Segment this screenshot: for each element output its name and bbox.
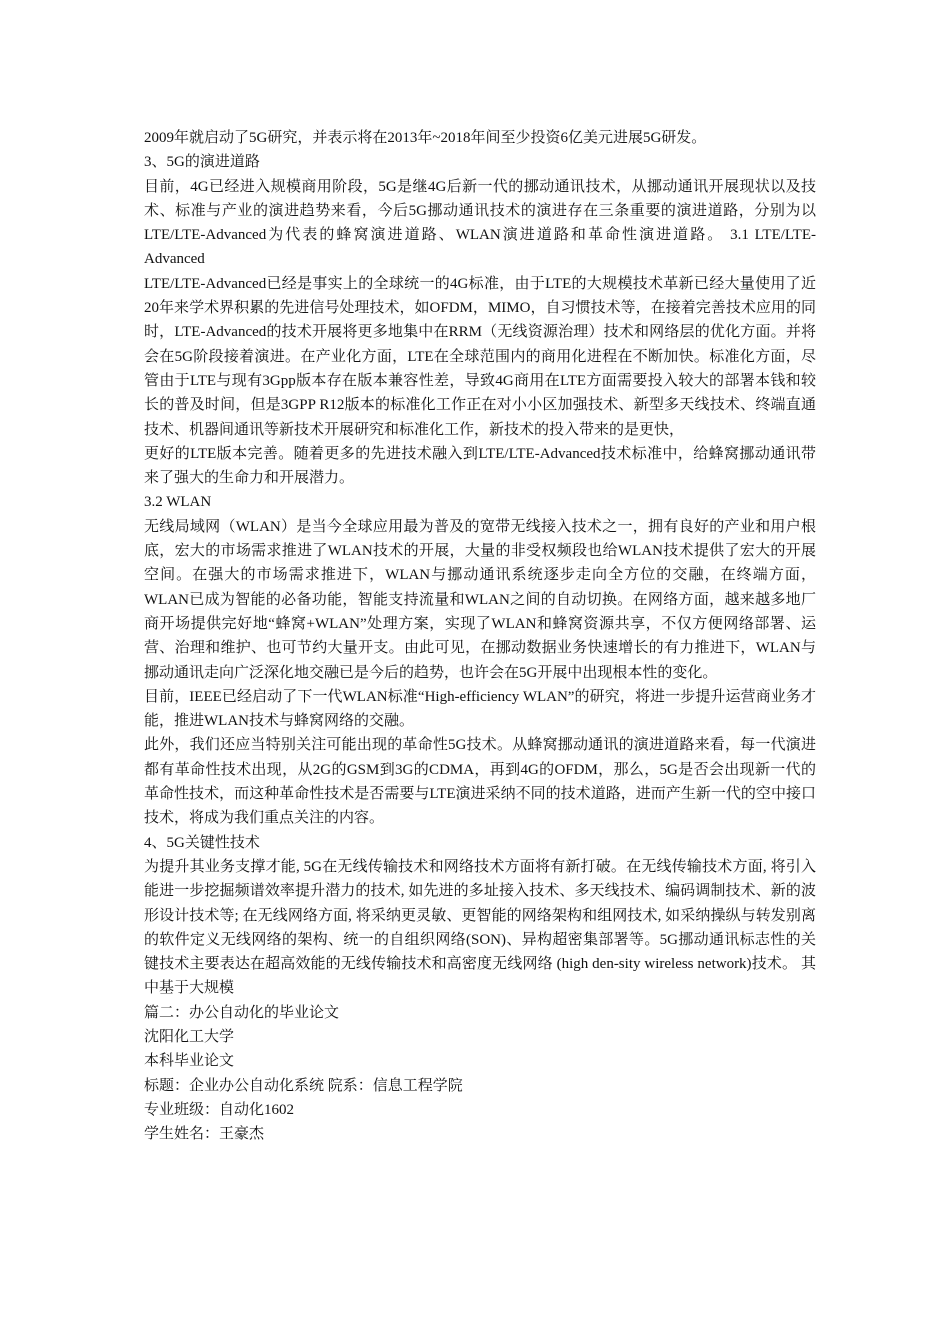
paragraph-lte-advanced: LTE/LTE-Advanced已经是事实上的全球统一的4G标准，由于LTE的大规模技术革新已经大量使用了近20年来学术界积累的先进信号处理技术，如OFDM，MIMO，自习惯技术等，在接着完善技术应用的同时，LTE-Advanced的技术开展将更多地集中在RRM（无线资源治理）技术和网络层的优化方面。并将会在5G阶段接着演进。在产业化方面，LTE在全球范围内的商用化进程在不断加快。标准化方面，尽管由于LTE与现有3Gpp版本存在版本兼容性差，导致4G商用在LTE方面需要投入较大的部署本钱和较长的普及时间，但是3GPP R12版本的标准化工作正在对小小区加强技术、新型多天线技术、终端直通技术、机器间通讯等新技术开展研究和标准化工作，新技术的投入带来的是更快，	[144, 275, 817, 438]
paragraph-5g-investment: 2009年就启动了5G研究，并表示将在2013年~2018年间至少投资6亿美元进展5G研发。	[144, 130, 707, 146]
paragraph-wlan: 无线局域网（WLAN）是当今全球应用最为普及的宽带无线接入技术之一，拥有良好的产业和用户根底，宏大的市场需求推进了WLAN技术的开展，大量的非受权频段也给WLAN技术提供了宏大的开展空间。在强大的市场需求推进下，WLAN与挪动通讯系统逐步走向全方位的交融，在终端方面，WLAN已成为智能的必备功能，智能支持流量和WLAN之间的自动切换。在网络方面，越来越多地厂商开场提供完好地“蜂窝+WLAN”处理方案，实现了WLAN和蜂窝资源共享，不仅方便网络部署、运营、治理和维护、也可节约大量开支。由此可见，在挪动数据业务快速增长的有力推进下，WLAN与挪动通讯走向广泛深化地交融已是今后的趋势，也许会在5G开展中出现根本性的变化。	[144, 518, 816, 681]
section-heading-3: 3、5G的演进道路	[144, 154, 260, 171]
paragraph-ieee: 目前，IEEE已经启动了下一代WLAN标准“High-efficiency WLAN”的研究，将进一步提升运营商业务才能，推进WLAN技术与蜂窝网络的交融。	[144, 688, 816, 730]
paragraph-revolutionary-tech: 此外，我们还应当特别关注可能出现的革命性5G技术。从蜂窝挪动通讯的演进道路来看，每一代演进都有革命性技术出现，从2G的GSM到3G的CDMA，再到4G的OFDM，那么，5G是否会出现新一代的革命性技术，而这种革命性技术是否需要与LTE演进采纳不同的技术道路，进而产生新一代的空中接口技术，将成为我们重点关注的内容。	[144, 737, 816, 827]
class-info: 专业班级：自动化1602	[144, 1101, 295, 1118]
section-heading-4: 4、5G关键性技术	[144, 834, 260, 851]
student-name: 学生姓名：王豪杰	[144, 1126, 265, 1143]
section-heading-3-2: 3.2 WLAN	[144, 494, 212, 511]
thesis-title-department: 标题：企业办公自动化系统 院系：信息工程学院	[144, 1077, 463, 1094]
paragraph-key-technologies: 为提升其业务支撑才能, 5G在无线传输技术和网络技术方面将有新打破。在无线传输技术方面, 将引入能进一步挖掘频谱效率提升潜力的技术, 如先进的多址接入技术、多天线技术、编码调制技术、新的波形设计技术等; 在无线网络方面, 将采纳更灵敏、更智能的网络架构和组网技术, 如采纳操纵与转发别离的软件定义无线网络的架构、统一的自组织网络(SON)、异构超密集部署等。5G挪动通讯标志性的关键技术主要表达在超高效能的无线传输技术和高密度无线网络 (high den-sity wireless network)技术。 其中基于大规模	[144, 858, 816, 997]
article-two-title: 篇二：办公自动化的毕业论文	[144, 1004, 340, 1021]
thesis-type: 本科毕业论文	[144, 1053, 235, 1070]
paragraph-evolution-paths: 目前，4G已经进入规模商用阶段，5G是继4G后新一代的挪动通讯技术，从挪动通讯开展现状以及技术、标准与产业的演进趋势来看，今后5G挪动通讯技术的演进存在三条重要的演进道路，分别为以LTE/LTE-Advanced为代表的蜂窝演进道路、WLAN演进道路和革命性演进道路。 3.1 LTE/LTE-Advanced	[144, 178, 816, 268]
university-name: 沈阳化工大学	[144, 1028, 235, 1045]
paragraph-lte-improvement: 更好的LTE版本完善。随着更多的先进技术融入到LTE/LTE-Advanced技术标准中，给蜂窝挪动通讯带来了强大的生命力和开展潜力。	[144, 445, 816, 487]
